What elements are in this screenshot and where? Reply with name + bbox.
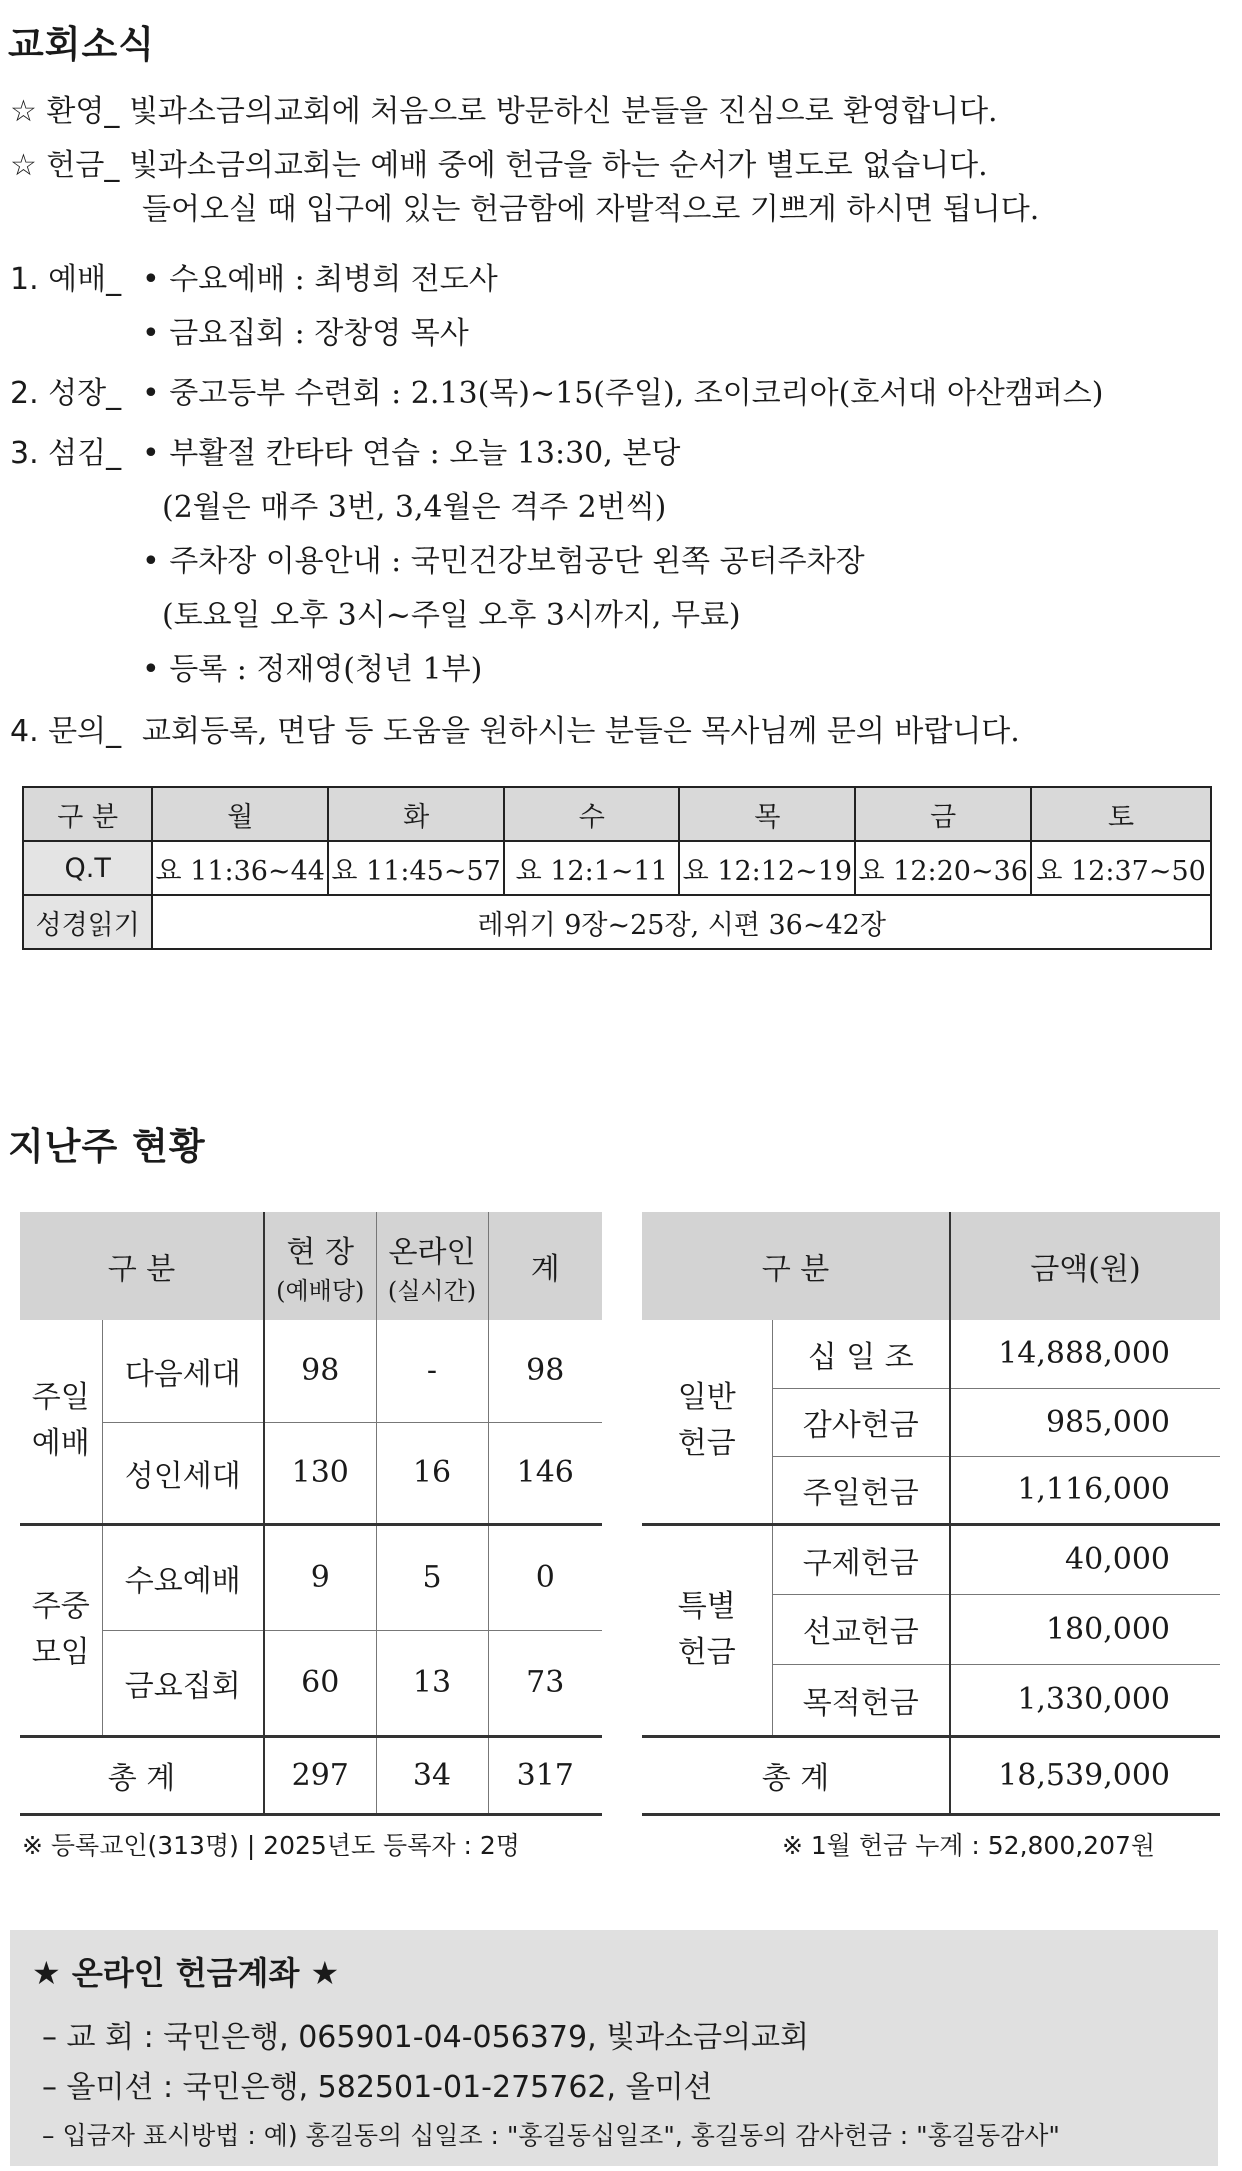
attendance-row-online: 13 — [376, 1630, 488, 1736]
offering-text-2: 들어오실 때 입구에 있는 헌금함에 자발적으로 기쁘게 하시면 됩니다. — [142, 192, 1040, 227]
offering-row-amount: 985,000 — [950, 1388, 1220, 1456]
item-2-label: 2. 성장_ — [10, 376, 122, 411]
offering-label: ☆ 헌금_ — [10, 148, 120, 183]
offering-header-row — [642, 1212, 1220, 1320]
item-1-line-2: • 금요집회 : 장창영 목사 — [142, 316, 469, 351]
attendance-row-site: 60 — [264, 1630, 376, 1736]
attendance-row-site: 130 — [264, 1422, 376, 1524]
attendance-row-online: 5 — [376, 1524, 488, 1630]
welcome-line — [10, 92, 998, 132]
online-account-box — [10, 1930, 1218, 2166]
attendance-row-total: 0 — [488, 1524, 602, 1630]
offering-sum-row — [642, 1736, 1220, 1814]
qt-fri: 요 12:20~36 — [855, 841, 1031, 895]
account-title: ★ 온라인 헌금계좌 ★ — [32, 1954, 340, 1992]
qt-mon: 요 11:36~44 — [152, 841, 328, 895]
offering-sum-amount: 18,539,000 — [950, 1736, 1220, 1814]
qt-tue: 요 11:45~57 — [328, 841, 504, 895]
offering-row-amount: 40,000 — [950, 1524, 1220, 1594]
item-3-line-1: • 부활절 칸타타 연습 : 오늘 13:30, 본당 — [142, 436, 681, 471]
attendance-sum-total: 317 — [488, 1736, 602, 1814]
offering-header-amount: 금액(원) — [950, 1212, 1220, 1320]
item-3-line-4: (토요일 오후 3시~주일 오후 3시까지, 무료) — [162, 598, 741, 633]
qt-label: Q.T — [23, 841, 152, 895]
table-row — [20, 1630, 602, 1736]
offering-row-name: 십 일 조 — [772, 1320, 950, 1388]
offering-sum-label: 총 계 — [642, 1736, 950, 1814]
item-4-line-1: 교회등록, 면담 등 도움을 원하시는 분들은 목사님께 문의 바랍니다. — [142, 714, 1020, 749]
offering-row-amount: 180,000 — [950, 1594, 1220, 1664]
account-line-allmission: – 올미션 : 국민은행, 582501-01-275762, 올미션 — [42, 2070, 713, 2105]
bible-reading-text: 레위기 9장~25장, 시편 36~42장 — [152, 895, 1211, 949]
offering-line-1 — [10, 146, 988, 186]
qt-wed: 요 12:1~11 — [504, 841, 679, 895]
offering-text-1: 빛과소금의교회는 예배 중에 헌금을 하는 순서가 별도로 없습니다. — [128, 148, 988, 183]
offering-group-special: 특별 헌금 — [642, 1524, 772, 1736]
offering-row-name: 구제헌금 — [772, 1524, 950, 1594]
attendance-sum-label: 총 계 — [20, 1736, 264, 1814]
attendance-row-site: 9 — [264, 1524, 376, 1630]
offering-table — [642, 1212, 1220, 1816]
attendance-header-row — [20, 1212, 602, 1320]
attendance-group-weekday: 주중 모임 — [20, 1524, 102, 1736]
attendance-header-online — [376, 1212, 488, 1320]
item-3-line-5: • 등록 : 정재영(청년 1부) — [142, 652, 483, 687]
attendance-row-name: 성인세대 — [102, 1422, 264, 1524]
attendance-row-online: - — [376, 1320, 488, 1422]
attendance-row-total: 146 — [488, 1422, 602, 1524]
schedule-header-row — [23, 787, 1211, 841]
schedule-header-category: 구 분 — [23, 787, 152, 841]
attendance-header-online-sub: (실시간) — [387, 1276, 477, 1305]
item-3-line-2: (2월은 매주 3번, 3,4월은 격주 2번씩) — [162, 490, 667, 525]
attendance-header-online-label: 온라인 — [388, 1234, 476, 1270]
welcome-label: ☆ 환영_ — [10, 94, 120, 129]
attendance-sum-online: 34 — [376, 1736, 488, 1814]
attendance-table — [20, 1212, 602, 1816]
item-3-label: 3. 섬김_ — [10, 436, 122, 471]
item-2-line-1: • 중고등부 수련회 : 2.13(목)~15(주일), 조이코리아(호서대 아산캠퍼스) — [142, 376, 1104, 411]
qt-sat: 요 12:37~50 — [1031, 841, 1211, 895]
item-1-label: 1. 예배_ — [10, 262, 122, 297]
attendance-sum-row — [20, 1736, 602, 1814]
qt-row — [23, 841, 1211, 895]
offering-group-general: 일반 헌금 — [642, 1320, 772, 1524]
offering-row-amount: 14,888,000 — [950, 1320, 1220, 1388]
item-1-line-1: • 수요예배 : 최병희 전도사 — [142, 262, 498, 297]
schedule-header-wed: 수 — [504, 787, 679, 841]
schedule-header-thu: 목 — [679, 787, 855, 841]
status-title: 지난주 현황 — [8, 1125, 206, 1168]
offering-row-name: 주일헌금 — [772, 1456, 950, 1524]
table-row — [20, 1422, 602, 1524]
attendance-header-site — [264, 1212, 376, 1320]
attendance-row-total: 98 — [488, 1320, 602, 1422]
offering-row-name: 선교헌금 — [772, 1594, 950, 1664]
attendance-note: ※ 등록교인(313명) | 2025년도 등록자 : 2명 — [22, 1831, 520, 1860]
offering-row-amount: 1,116,000 — [950, 1456, 1220, 1524]
welcome-text: 빛과소금의교회에 처음으로 방문하신 분들을 진심으로 환영합니다. — [128, 94, 998, 129]
attendance-header-site-label: 현 장 — [286, 1234, 354, 1270]
offering-header-category: 구 분 — [642, 1212, 950, 1320]
item-4-label: 4. 문의_ — [10, 714, 122, 749]
offering-row-name: 감사헌금 — [772, 1388, 950, 1456]
account-line-church: – 교 회 : 국민은행, 065901-04-056379, 빛과소금의교회 — [42, 2020, 810, 2055]
item-3-line-3: • 주차장 이용안내 : 국민건강보험공단 왼쪽 공터주차장 — [142, 544, 865, 579]
schedule-header-fri: 금 — [855, 787, 1031, 841]
bible-reading-label: 성경읽기 — [23, 895, 152, 949]
attendance-header-category: 구 분 — [20, 1212, 264, 1320]
table-row — [642, 1320, 1220, 1388]
attendance-header-site-sub: (예배당) — [276, 1276, 365, 1305]
bible-reading-row — [23, 895, 1211, 949]
offering-row-amount: 1,330,000 — [950, 1664, 1220, 1736]
account-line-depositor: – 입금자 표시방법 : 예) 홍길동의 십일조 : "홍길동십일조", 홍길동의 감사헌금 : "홍길동감사" — [42, 2121, 1060, 2150]
attendance-header-total: 계 — [488, 1212, 602, 1320]
attendance-sum-site: 297 — [264, 1736, 376, 1814]
attendance-row-site: 98 — [264, 1320, 376, 1422]
news-title: 교회소식 — [8, 23, 155, 66]
table-row — [20, 1320, 602, 1422]
qt-schedule-table — [22, 786, 1212, 950]
attendance-row-online: 16 — [376, 1422, 488, 1524]
attendance-row-total: 73 — [488, 1630, 602, 1736]
schedule-header-tue: 화 — [328, 787, 504, 841]
attendance-row-name: 수요예배 — [102, 1524, 264, 1630]
table-row — [20, 1524, 602, 1630]
qt-thu: 요 12:12~19 — [679, 841, 855, 895]
attendance-row-name: 다음세대 — [102, 1320, 264, 1422]
schedule-header-mon: 월 — [152, 787, 328, 841]
offering-row-name: 목적헌금 — [772, 1664, 950, 1736]
schedule-header-sat: 토 — [1031, 787, 1211, 841]
offering-note: ※ 1월 헌금 누계 : 52,800,207원 — [782, 1831, 1156, 1860]
attendance-row-name: 금요집회 — [102, 1630, 264, 1736]
attendance-group-sunday: 주일 예배 — [20, 1320, 102, 1524]
table-row — [642, 1524, 1220, 1594]
